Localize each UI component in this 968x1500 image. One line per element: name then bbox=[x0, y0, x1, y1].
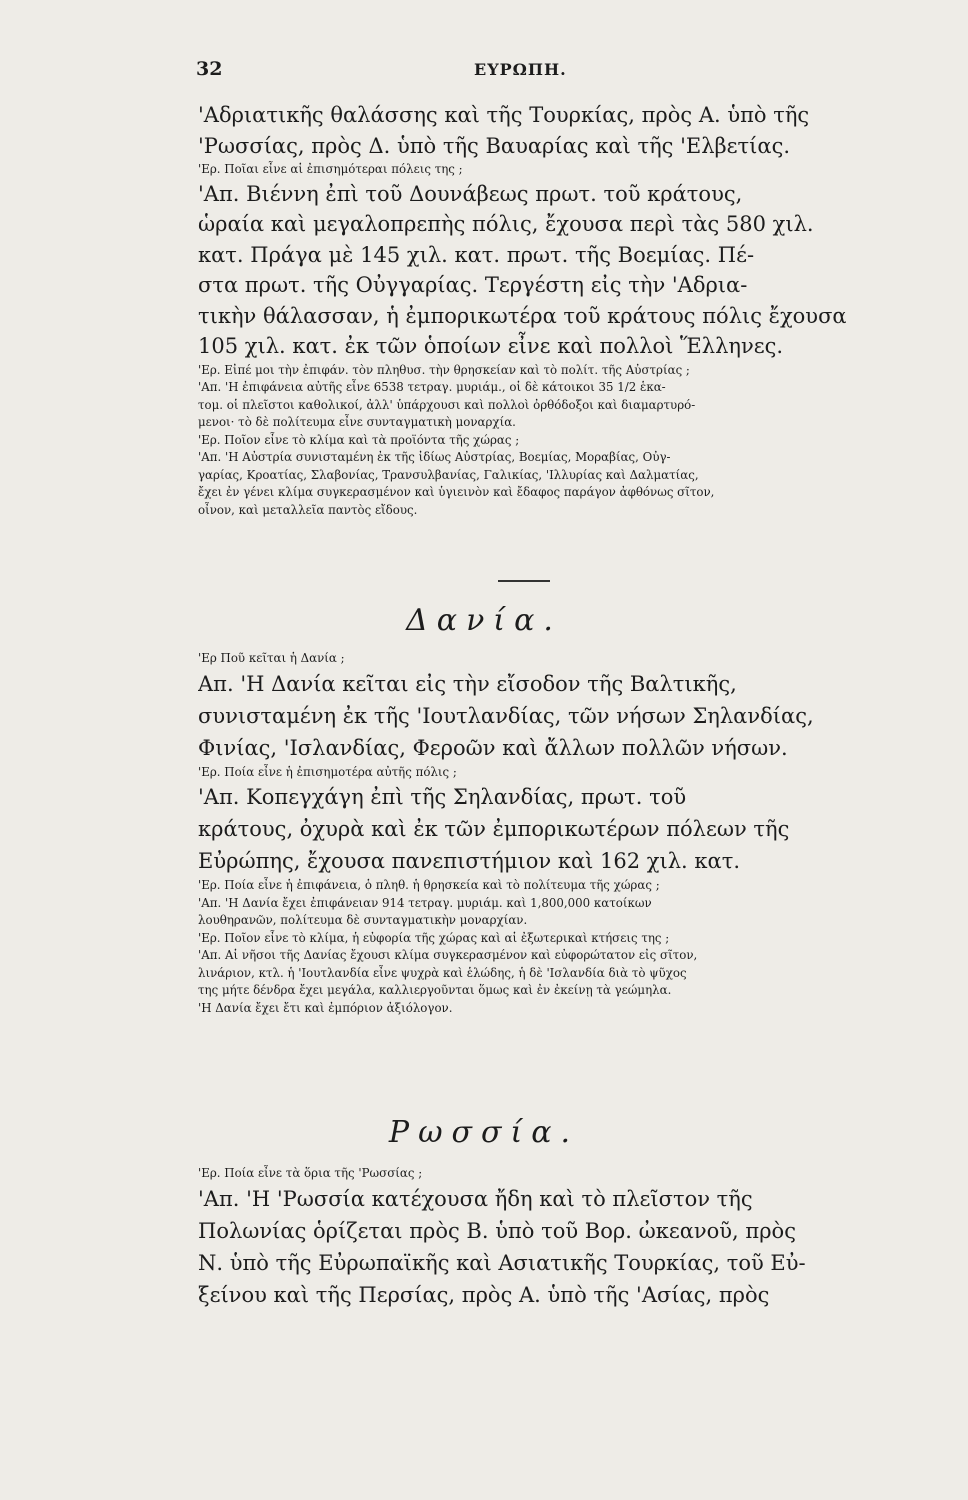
text-line: 'Ερ. Ποῖον εἶνε τὸ κλίμα, ἡ εὐφορία τῆς χώρας καὶ αἱ ἐξωτερικαὶ κτήσεις της ; bbox=[198, 930, 670, 945]
text-line: Απ. 'Η Δανία κεῖται εἰς τὴν εἴσοδον τῆς Βαλτικῆς, bbox=[198, 671, 737, 696]
text-line: 'Ερ. Ποῖον εἶνε τὸ κλίμα καὶ τὰ προϊόντα τῆς χώρας ; bbox=[198, 432, 520, 447]
text-line: 'Ερ. Ποία εἶνε ἡ ἐπιφάνεια, ὁ πληθ. ἡ θρησκεία καὶ τὸ πολίτευμα τῆς χώρας ; bbox=[198, 878, 660, 892]
text-line: 'Ρωσσίας, πρὸς Δ. ὑπὸ τῆς Βαυαρίας καὶ τῆς 'Ελβετίας. bbox=[198, 133, 790, 158]
text-line: κράτους, ὀχυρὰ καὶ ἐκ τῶν ἐμπορικωτέρων πόλεων τῆς bbox=[198, 817, 790, 841]
text-line: Φινίας, 'Ισλανδίας, Φεροῶν καὶ ἄλλων πολλῶν νήσων. bbox=[198, 735, 788, 760]
text-line: λινάριον, κτλ. ἡ 'Ιουτλανδία εἶνε ψυχρὰ καὶ ἑλώδης, ἡ δὲ 'Ισλανδία διὰ τὸ ψῦχος bbox=[198, 965, 687, 980]
text-line: 'Απ. Βιέννη ἐπὶ τοῦ Δουνάβεως πρωτ. τοῦ κράτους, bbox=[198, 181, 743, 206]
text-line: της μήτε δένδρα ἔχει μεγάλα, καλλιεργοῦνται ὅμως καὶ ἐν ἐκείνῃ τὰ γεώμηλα. bbox=[198, 983, 672, 997]
text-line: μενοι· τὸ δὲ πολίτευμα εἶνε συνταγματικὴ μοναρχία. bbox=[198, 415, 516, 429]
text-line: τομ. οἱ πλεῖστοι καθολικοί, ἀλλ' ὑπάρχουσι καὶ πολλοὶ ὀρθόδοξοι καὶ διαμαρτυρό- bbox=[198, 397, 696, 412]
text-line: συνισταμένη ἐκ τῆς 'Ιουτλανδίας, τῶν νήσων Σηλανδίας, bbox=[198, 703, 814, 728]
question: 'Ερ. Ποῖαι εἶνε αἱ ἐπισημότεραι πόλεις της ; bbox=[198, 162, 463, 176]
question: 'Ερ Ποῦ κεῖται ἡ Δανία ; bbox=[198, 651, 345, 665]
text-line: στα πρωτ. τῆς Οὐγγαρίας. Τεργέστη εἰς τὴν 'Αδρια- bbox=[198, 273, 748, 297]
text-line: 'Απ. 'Η 'Ρωσσία κατέχουσα ἤδη καὶ τὸ πλεῖστον τῆς bbox=[198, 1186, 753, 1211]
text-line: ξείνου καὶ τῆς Περσίας, πρὸς Α. ὑπὸ τῆς 'Ασίας, πρὸς bbox=[198, 1282, 770, 1307]
question: 'Ερ. Ποία εἶνε ἡ ἐπισημοτέρα αὐτῆς πόλις ; bbox=[198, 764, 457, 779]
section-divider bbox=[498, 580, 550, 582]
text-line: Ν. ὑπὸ τῆς Εὐρωπαϊκῆς καὶ Ασιατικῆς Τουρκίας, τοῦ Εὐ- bbox=[198, 1250, 806, 1275]
text-line: 'Ερ. Εἰπέ μοι τὴν ἐπιφάν. τὸν πληθυσ. τὴν θρησκείαν καὶ τὸ πολίτ. τῆς Αὐστρίας ; bbox=[198, 362, 690, 377]
denmark-section bbox=[198, 650, 874, 1017]
text-line: 'Απ. Αἱ νῆσοι τῆς Δανίας ἔχουσι κλίμα συγκερασμένον καὶ εὐφορώτατον εἰς σῖτον, bbox=[198, 948, 698, 962]
section-heading-denmark: Δανία. bbox=[406, 603, 562, 638]
text-line: Εὐρώπης, ἔχουσα πανεπιστήμιον καὶ 162 χιλ. κατ. bbox=[198, 849, 741, 873]
austria-section bbox=[198, 100, 874, 519]
text-line: 'Απ. 'Η ἐπιφάνεια αὐτῆς εἶνε 6538 τετραγ. μυριάμ., οἱ δὲ κάτοικοι 35 1/2 ἑκα- bbox=[198, 380, 666, 394]
page-number: 32 bbox=[196, 58, 223, 80]
text-line: 'Απ. 'Η Δανία ἔχει ἐπιφάνειαν 914 τετραγ. μυριάμ. καὶ 1,800,000 κατοίκων bbox=[198, 895, 652, 910]
russia-section bbox=[198, 1165, 874, 1311]
text-line: γαρίας, Κροατίας, Σλαβονίας, Τρανσυλβανίας, Γαλικίας, 'Ιλλυρίας καὶ Δαλματίας, bbox=[198, 467, 699, 482]
running-title: ΕΥΡΩΠΗ. bbox=[474, 60, 567, 79]
section-heading-russia: Ρωσσία. bbox=[388, 1115, 580, 1150]
text-line: ὡραία καὶ μεγαλοπρεπὴς πόλις, ἔχουσα περὶ τὰς 580 χιλ. bbox=[198, 212, 814, 236]
text-line: 105 χιλ. κατ. ἐκ τῶν ὁποίων εἶνε καὶ πολλοὶ Ἕλληνες. bbox=[198, 334, 784, 358]
text-line: λουθηρανῶν, πολίτευμα δὲ συνταγματικὴν μοναρχίαν. bbox=[198, 913, 528, 927]
text-line: ἔχει ἐν γένει κλίμα συγκερασμένον καὶ ὑγιεινὸν καὶ ἔδαφος παράγον ἀφθόνως σῖτον, bbox=[198, 485, 715, 499]
text-line: 'Απ. Κοπεγχάγη ἐπὶ τῆς Σηλανδίας, πρωτ. τοῦ bbox=[198, 785, 687, 809]
text-line: 'Η Δανία ἔχει ἔτι καὶ ἐμπόριον ἀξιόλογον. bbox=[198, 1000, 453, 1015]
question: 'Ερ. Ποία εἶνε τὰ ὅρια τῆς 'Ρωσσίας ; bbox=[198, 1166, 423, 1180]
text-line: 'Απ. 'Η Αὐστρία συνισταμένη ἐκ τῆς ἰδίως Αὐστρίας, Βοεμίας, Μοραβίας, Οὐγ- bbox=[198, 450, 671, 464]
text-line: κατ. Πράγα μὲ 145 χιλ. κατ. πρωτ. τῆς Βοεμίας. Πέ- bbox=[198, 242, 755, 267]
text-line: τικὴν θάλασσαν, ἡ ἐμπορικωτέρα τοῦ κράτους πόλις ἔχουσα bbox=[198, 303, 847, 328]
text-line: Πολωνίας ὁρίζεται πρὸς Β. ὑπὸ τοῦ Βορ. ὠκεανοῦ, πρὸς bbox=[198, 1218, 796, 1243]
text-line: οἶνον, καὶ μεταλλεῖα παντὸς εἴδους. bbox=[198, 502, 418, 517]
text-line: 'Αδριατικῆς θαλάσσης καὶ τῆς Τουρκίας, πρὸς Α. ὑπὸ τῆς bbox=[198, 103, 810, 127]
